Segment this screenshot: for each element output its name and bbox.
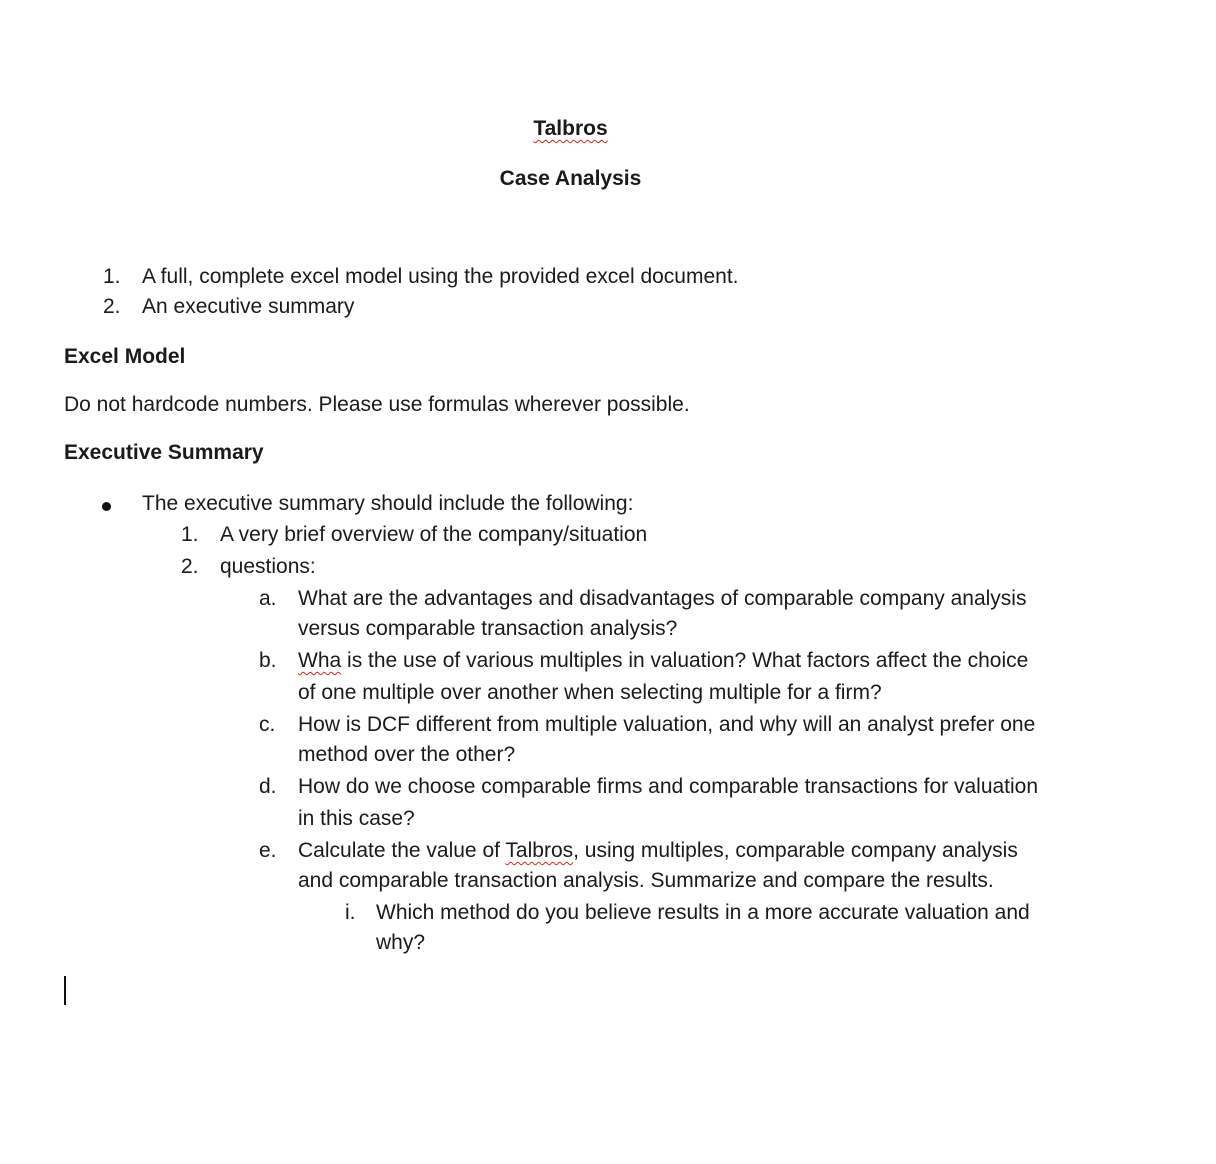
question-e-line-2: and comparable transaction analysis. Summarize and compare the results. [298, 869, 994, 892]
question-d-marker: d. [259, 775, 277, 798]
document-title [0, 117, 1141, 141]
question-a-line-2: versus comparable transaction analysis? [298, 617, 678, 640]
question-b-marker: b. [259, 649, 277, 672]
subquestion-i-line-1: Which method do you believe results in a more accurate valuation and [376, 901, 1030, 924]
summary-item-2-marker: 2. [181, 555, 199, 578]
executive-summary-intro: The executive summary should include the following: [142, 492, 634, 515]
spellcheck-word-wha: Wha [298, 649, 342, 672]
summary-item-1-text: A very brief overview of the company/situation [220, 523, 648, 546]
question-d-line-2: in this case? [298, 807, 415, 830]
excel-model-heading: Excel Model [64, 345, 186, 368]
question-c-line-1: How is DCF different from multiple valuation, and why will an analyst prefer one [298, 713, 1036, 736]
deliverable-1-marker: 1. [103, 265, 121, 288]
question-c-line-2: method over the other? [298, 743, 516, 766]
subquestion-i-line-2: why? [376, 931, 426, 954]
question-b-line-1: Wha is the use of various multiples in valuation? What factors affect the choice [298, 649, 1029, 672]
executive-summary-heading: Executive Summary [64, 441, 264, 464]
summary-item-1-marker: 1. [181, 523, 199, 546]
spellcheck-word-title: Talbros [533, 117, 608, 140]
summary-item-2-text: questions: [220, 555, 316, 578]
subquestion-i-marker: i. [345, 901, 356, 924]
deliverable-1-text: A full, complete excel model using the provided excel document. [142, 265, 739, 288]
question-b-line-2: of one multiple over another when selecting multiple for a firm? [298, 681, 882, 704]
question-c-marker: c. [259, 713, 276, 736]
question-d-line-1: How do we choose comparable firms and comparable transactions for valuation [298, 775, 1039, 798]
deliverable-2-text: An executive summary [142, 295, 355, 318]
bullet-icon [102, 502, 111, 511]
question-e-line-1: Calculate the value of Talbros, using multiples, comparable company analysis [298, 839, 1018, 862]
question-a-marker: a. [259, 587, 277, 610]
deliverable-2-marker: 2. [103, 295, 121, 318]
text-cursor [64, 976, 66, 1005]
document-subtitle: Case Analysis [499, 167, 642, 190]
spellcheck-word-talbros: Talbros [505, 839, 574, 862]
question-a-line-1: What are the advantages and disadvantages of comparable company analysis [298, 587, 1027, 610]
excel-model-body: Do not hardcode numbers. Please use formulas wherever possible. [64, 393, 690, 416]
question-e-marker: e. [259, 839, 277, 862]
